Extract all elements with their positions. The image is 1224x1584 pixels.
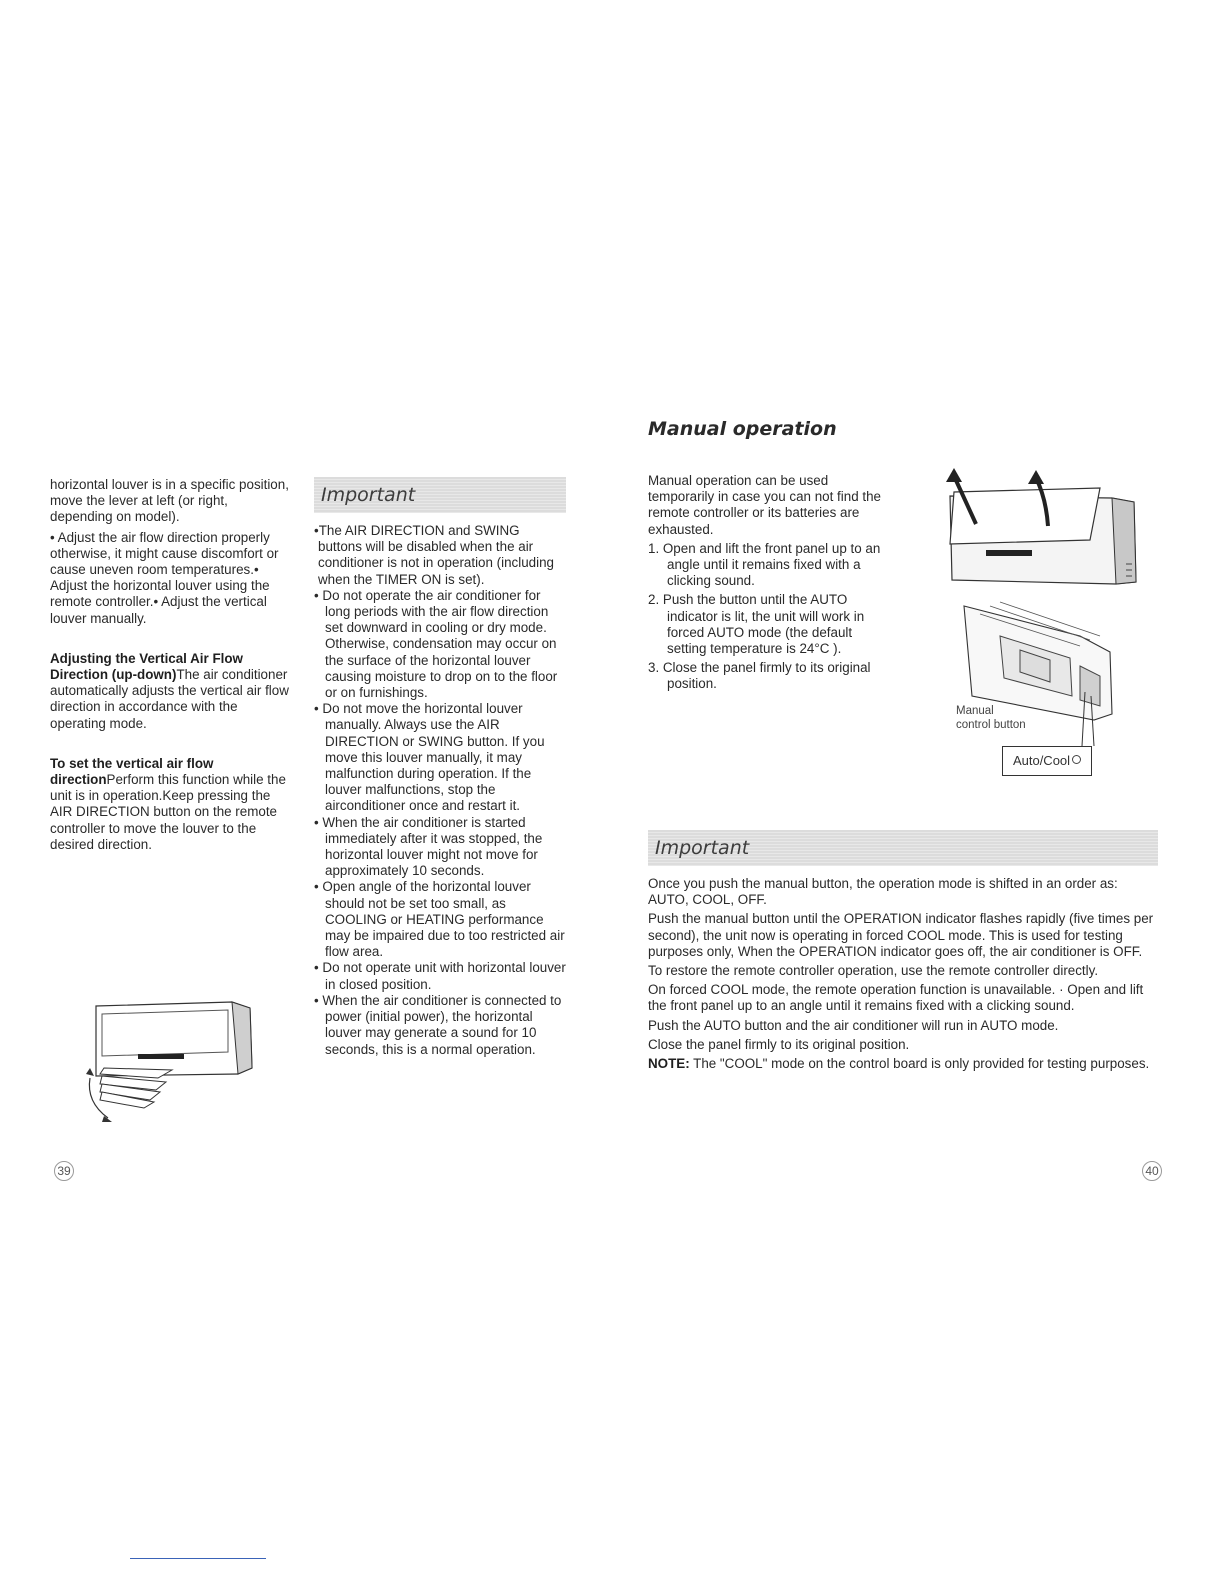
ac-open-panel-illustration: [940, 468, 1140, 590]
note-label: NOTE:: [648, 1056, 690, 1072]
manual-control-label: [956, 704, 1026, 732]
important-bullet: • Do not move the horizontal louver manually. Always use the AIR DIRECTION or SWING button. If you move this louver manually, it may malfunction during operation. If the louver malfunctions, stop the airconditioner once and restart it.: [314, 701, 545, 814]
ac-louver-illustration: [82, 998, 260, 1124]
important-box-left: [314, 477, 566, 1058]
manual-step: 1. Open and lift the front panel up to an angle until it remains fixed with a clicking sound.: [648, 540, 881, 589]
manual-operation-title: Manual operation: [648, 418, 837, 440]
important-title: Important: [655, 837, 750, 859]
button-dot-icon: [1072, 755, 1081, 764]
important-para: Push the manual button until the OPERATION indicator flashes rapidly (five times per second), the unit now is operating in forced COOL mode. This is used for testing purposes only, When the OPERATION indicator goes off, the air conditioner is OFF.: [648, 911, 1154, 959]
manual-label-line2: control button: [956, 719, 1026, 731]
important-bullet: • Do not operate the air conditioner for long periods with the air flow direction set downward in cooling or dry mode. Otherwise, condensation may occur on the surface of the horizontal louver causing moisture to drop on to the floor or on furnishings.: [314, 587, 558, 701]
auto-cool-callout: [1002, 746, 1092, 776]
manual-step: 2. Push the button until the AUTO indicator is lit, the unit will work in forced AUTO mode (the default setting temperature is 24°C ).: [648, 592, 865, 657]
important-box-right: [648, 830, 1158, 1072]
vertical-airflow-text: The air conditioner automatically adjusts the vertical air flow direction in accordance with the operating mode.: [50, 667, 289, 731]
footer-rule: [130, 1558, 266, 1559]
important-banner: [648, 830, 1158, 866]
important-note: [648, 1056, 1158, 1072]
important-paragraphs: [648, 876, 1158, 1072]
page-number-right: 40: [1142, 1161, 1162, 1181]
important-para: Push the AUTO button and the air conditioner will run in AUTO mode.: [648, 1017, 1059, 1033]
important-bullet: • Do not operate unit with horizontal louver in closed position.: [314, 960, 566, 992]
manual-intro-text: Manual operation can be used temporarily in case you can not find the remote controller or its batteries are exhausted.: [648, 473, 881, 537]
louver-intro-text: horizontal louver is in a specific position, move the lever at left (or right, depending on model).: [50, 477, 289, 525]
important-title: Important: [321, 484, 416, 506]
manual-operation-body: [648, 473, 892, 693]
important-para: On forced COOL mode, the remote operation function is unavailable. · Open and lift the front panel up to an angle until it remains fixed with a clicking sound.: [648, 982, 1144, 1014]
set-vertical-heading: To set the vertical air flow direction: [50, 755, 214, 788]
important-banner: [314, 477, 566, 513]
manual-step: 3. Close the panel firmly to its original position.: [648, 660, 871, 692]
auto-cool-label: Auto/Cool: [1012, 753, 1071, 768]
important-bullet: • When the air conditioner is started immediately after it was stopped, the horizontal louver might not move for approximately 10 seconds.: [314, 814, 543, 879]
adjust-airflow-text: • Adjust the air flow direction properly otherwise, it might cause discomfort or cause uneven room temperatures.• Adjust the horizontal louver using the remote controller.• Adjust the vertical louver manually.: [50, 529, 279, 626]
important-first-text: •The AIR DIRECTION and SWING buttons will be disabled when the air conditioner is not in operation (including when the TIMER ON is set).: [314, 523, 554, 587]
left-column-1: [50, 477, 292, 853]
manual-label-line1: Manual: [956, 705, 994, 717]
important-bullet: • When the air conditioner is connected to power (initial power), the horizontal louver may generate a sound for 10 seconds, this is a normal operation.: [314, 992, 562, 1057]
note-text: The "COOL" mode on the control board is only provided for testing purposes.: [689, 1056, 1150, 1072]
important-para: Close the panel firmly to its original position.: [648, 1036, 910, 1052]
important-list: [314, 523, 566, 1058]
vertical-airflow-section: [50, 651, 292, 732]
important-bullet: • Open angle of the horizontal louver should not be set too small, as COOLING or HEATING performance may be impaired due to too restricted air flow area.: [314, 879, 565, 960]
set-vertical-section: [50, 756, 292, 853]
set-vertical-text: Perform this function while the unit is in operation.Keep pressing the AIR DIRECTION button on the remote controller to move the louver to the desired direction.: [50, 772, 286, 852]
page-number-left: 39: [54, 1161, 74, 1181]
important-para: Once you push the manual button, the operation mode is shifted in an order as: AUTO, COOL, OFF.: [648, 876, 1118, 908]
vertical-airflow-heading: Adjusting the Vertical Air Flow Direction (up-down): [50, 650, 243, 683]
important-para: To restore the remote controller operation, use the remote controller directly.: [648, 963, 1099, 979]
